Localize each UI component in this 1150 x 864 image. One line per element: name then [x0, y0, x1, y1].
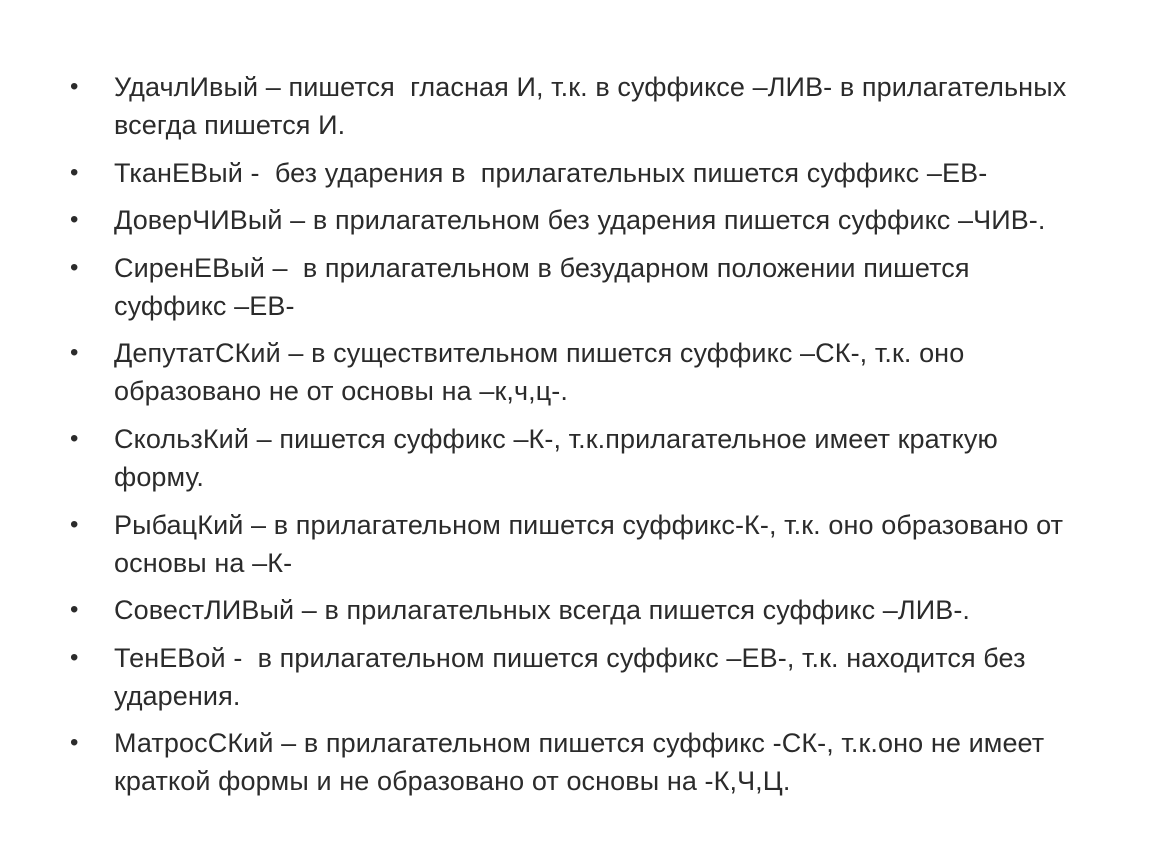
bullet-dot-icon: •	[70, 158, 79, 186]
bullet-dot-icon: •	[70, 643, 79, 671]
bullet-dot-icon: •	[70, 510, 79, 538]
list-item	[70, 249, 1080, 325]
list-item-text: ДоверЧИВый – в прилагательном без ударения пишется суффикс –ЧИВ-.	[114, 205, 1046, 236]
bullet-dot-icon: •	[70, 424, 79, 452]
list-item-text: МатросСКий – в прилагательном пишется суффикс -СК-, т.к.оно не имеет краткой формы и не образовано от основы на -К,Ч,Ц.	[114, 728, 1052, 797]
list-item	[70, 420, 1080, 496]
list-item-text: СиренЕВый – в прилагательном в безударном положении пишется суффикс –ЕВ-	[114, 252, 978, 321]
list-item	[70, 724, 1080, 800]
bullet-dot-icon: •	[70, 73, 79, 100]
list-item-text: РыбацКий – в прилагательном пишется суффикс-К-, т.к. оно образовано от основы на –К-	[114, 509, 1071, 578]
list-item-text: УдачлИвый – пишется гласная И, т.к. в суффиксе –ЛИВ- в прилагательных всегда пишется И.	[114, 72, 1074, 140]
bullet-dot-icon: •	[70, 253, 79, 281]
bullet-list	[70, 68, 1080, 810]
list-item-text: СовестЛИВый – в прилагательных всегда пишется суффикс –ЛИВ-.	[114, 595, 971, 626]
bullet-dot-icon: •	[70, 596, 79, 624]
bullet-dot-icon: •	[70, 339, 79, 367]
list-item-text: ТканЕВый - без ударения в прилагательных пишется суффикс –ЕВ-	[114, 157, 988, 188]
list-item	[70, 639, 1080, 715]
list-item	[70, 201, 1080, 239]
list-item-text: ТенЕВой - в прилагательном пишется суффикс –ЕВ-, т.к. находится без ударения.	[114, 642, 1034, 711]
bullet-dot-icon: •	[70, 206, 79, 234]
list-item	[70, 68, 1080, 144]
list-item	[70, 591, 1080, 629]
list-item	[70, 506, 1080, 582]
list-item	[70, 154, 1080, 192]
list-item-text: СкользКий – пишется суффикс –К-, т.к.прилагательное имеет краткую форму.	[114, 423, 1006, 492]
list-item	[70, 334, 1080, 410]
list-item-text: ДепутатСКий – в существительном пишется суффикс –СК-, т.к. оно образовано не от основы на –к,ч,ц-.	[114, 338, 972, 407]
bullet-dot-icon: •	[70, 729, 79, 757]
